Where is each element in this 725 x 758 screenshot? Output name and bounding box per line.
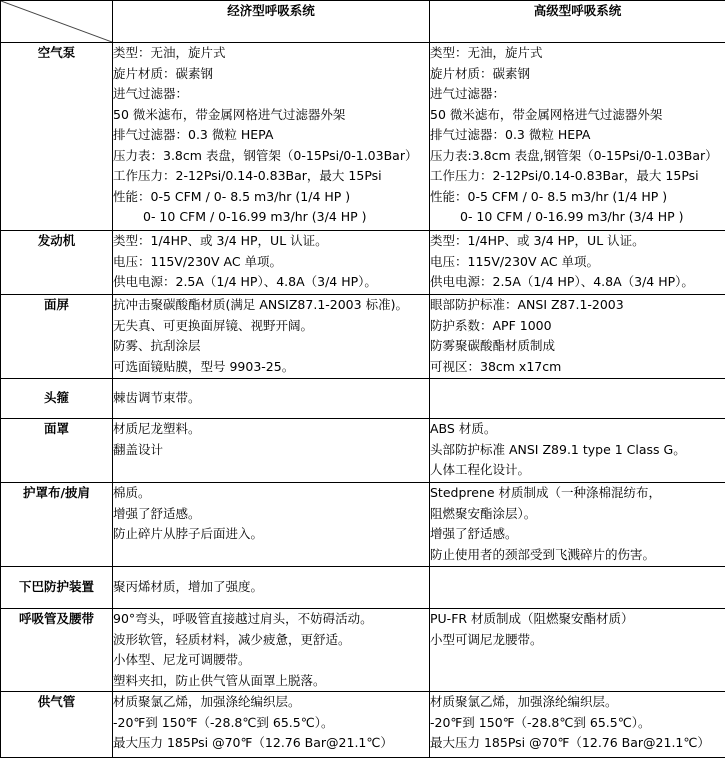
cell-line: 50 微米滤布，带金属网格进气过滤器外架 bbox=[113, 105, 429, 126]
column-header-economy: 经济型呼吸系统 bbox=[113, 1, 430, 43]
table-row bbox=[1, 609, 725, 692]
column-header-advanced: 高级型呼吸系统 bbox=[430, 1, 725, 43]
cell-economy bbox=[113, 567, 430, 609]
cell-line: 小型可调尼龙腰带。 bbox=[430, 630, 725, 651]
cell-line: Stedprene 材质制成（一种涤棉混纺布， bbox=[430, 483, 725, 504]
cell-line: 性能：0-5 CFM / 0- 8.5 m3/hr (1/4 HP ) bbox=[430, 187, 725, 208]
cell-line: 塑料夹扣，防止供气管从面罩上脱落。 bbox=[113, 671, 429, 692]
cell-line: 类型：1/4HP、或 3/4 HP，UL 认证。 bbox=[113, 231, 429, 252]
cell-line: 增强了舒适感。 bbox=[430, 524, 725, 545]
cell-line: 翻盖设计 bbox=[113, 440, 429, 461]
cell-line: 增强了舒适感。 bbox=[113, 504, 429, 525]
cell-advanced bbox=[430, 692, 725, 758]
cell-line: 类型：无油，旋片式 bbox=[113, 43, 429, 64]
cell-line: 电压：115V/230V AC 单项。 bbox=[430, 252, 725, 273]
cell-economy bbox=[113, 43, 430, 231]
row-label: 头箍 bbox=[1, 379, 113, 419]
table-row bbox=[1, 567, 725, 609]
cell-line: 电压：115V/230V AC 单项。 bbox=[113, 252, 429, 273]
cell-line: 阻燃聚安酯涂层）。 bbox=[430, 504, 725, 525]
table-row bbox=[1, 379, 725, 419]
cell-advanced bbox=[430, 231, 725, 295]
cell-line: PU-FR 材质制成（阻燃聚安酯材质） bbox=[430, 609, 725, 630]
cell-line: 防雾、抗刮涂层 bbox=[113, 336, 429, 357]
cell-line: 压力表：3.8cm 表盘，钢管架（0-15Psi/0-1.03Bar） bbox=[113, 146, 429, 167]
table-row bbox=[1, 483, 725, 567]
table-row bbox=[1, 419, 725, 483]
diagonal-line-icon bbox=[1, 1, 112, 42]
cell-line: 排气过滤器：0.3 微粒 HEPA bbox=[430, 125, 725, 146]
row-label: 空气泵 bbox=[1, 43, 113, 231]
cell-advanced bbox=[430, 609, 725, 692]
cell-line: 无失真、可更换面屏镜、视野开阔。 bbox=[113, 316, 429, 337]
cell-line: 最大压力 185Psi @70℉（12.76 Bar@21.1℃） bbox=[430, 733, 725, 754]
cell-line: 类型：1/4HP、或 3/4 HP，UL 认证。 bbox=[430, 231, 725, 252]
row-label: 呼吸管及腰带 bbox=[1, 609, 113, 692]
table-row bbox=[1, 231, 725, 295]
cell-line: -20℉到 150℉（-28.8℃到 65.5℃）。 bbox=[113, 713, 429, 734]
cell-line: 棉质。 bbox=[113, 483, 429, 504]
cell-line: 防止碎片从脖子后面进入。 bbox=[113, 524, 429, 545]
cell-line: 防雾聚碳酸酯材质制成 bbox=[430, 336, 725, 357]
cell-economy bbox=[113, 295, 430, 379]
cell-economy bbox=[113, 419, 430, 483]
cell-line: 0- 10 CFM / 0-16.99 m3/hr (3/4 HP ) bbox=[430, 207, 725, 228]
cell-line: 防护系数：APF 1000 bbox=[430, 316, 725, 337]
cell-line: 聚丙烯材质，增加了强度。 bbox=[113, 577, 429, 598]
cell-line: 波形软管，轻质材料，减少疲惫，更舒适。 bbox=[113, 630, 429, 651]
table-row bbox=[1, 43, 725, 231]
cell-line: 最大压力 185Psi @70℉（12.76 Bar@21.1℃） bbox=[113, 733, 429, 754]
cell-line: 旋片材质：碳素钢 bbox=[430, 64, 725, 85]
cell-advanced bbox=[430, 43, 725, 231]
cell-line: 可选面镜贴膜，型号 9903-25。 bbox=[113, 357, 429, 378]
row-label: 下巴防护装置 bbox=[1, 567, 113, 609]
cell-economy bbox=[113, 231, 430, 295]
table-row bbox=[1, 295, 725, 379]
cell-line: 90°弯头，呼吸管直接越过肩头，不妨碍活动。 bbox=[113, 609, 429, 630]
cell-line: 材质尼龙塑料。 bbox=[113, 419, 429, 440]
cell-line: 抗冲击聚碳酸酯材质(满足 ANSIZ87.1-2003 标准)。 bbox=[113, 295, 429, 316]
cell-line: 供电电源：2.5A（1/4 HP）、4.8A（3/4 HP）。 bbox=[430, 272, 725, 293]
cell-line: 人体工程化设计。 bbox=[430, 460, 725, 481]
row-label: 面屏 bbox=[1, 295, 113, 379]
cell-economy bbox=[113, 692, 430, 758]
cell-advanced bbox=[430, 567, 725, 609]
cell-advanced bbox=[430, 379, 725, 419]
cell-line: 可视区：38cm x17cm bbox=[430, 357, 725, 378]
cell-line: 棘齿调节束带。 bbox=[113, 388, 429, 409]
cell-economy bbox=[113, 379, 430, 419]
row-label: 供气管 bbox=[1, 692, 113, 758]
cell-line: 压力表:3.8cm 表盘,钢管架（0-15Psi/0-1.03Bar） bbox=[430, 146, 725, 167]
cell-economy bbox=[113, 483, 430, 567]
cell-line: 工作压力：2-12Psi/0.14-0.83Bar，最大 15Psi bbox=[430, 166, 725, 187]
cell-advanced bbox=[430, 419, 725, 483]
cell-line: 50 微米滤布，带金属网格进气过滤器外架 bbox=[430, 105, 725, 126]
cell-line: 0- 10 CFM / 0-16.99 m3/hr (3/4 HP ) bbox=[113, 207, 429, 228]
cell-line: 供电电源：2.5A（1/4 HP）、4.8A（3/4 HP）。 bbox=[113, 272, 429, 293]
cell-advanced bbox=[430, 295, 725, 379]
row-label: 发动机 bbox=[1, 231, 113, 295]
cell-line: 头部防护标准 ANSI Z89.1 type 1 Class G。 bbox=[430, 440, 725, 461]
cell-line: 类型：无油，旋片式 bbox=[430, 43, 725, 64]
cell-line: 性能：0-5 CFM / 0- 8.5 m3/hr (1/4 HP ) bbox=[113, 187, 429, 208]
cell-line: 防止使用者的颈部受到飞溅碎片的伤害。 bbox=[430, 545, 725, 566]
row-label: 护罩布/披肩 bbox=[1, 483, 113, 567]
cell-line: ABS 材质。 bbox=[430, 419, 725, 440]
table-row bbox=[1, 692, 725, 758]
cell-economy bbox=[113, 609, 430, 692]
diagonal-corner-cell bbox=[1, 1, 113, 43]
cell-line: 眼部防护标准：ANSI Z87.1-2003 bbox=[430, 295, 725, 316]
cell-advanced bbox=[430, 483, 725, 567]
cell-line: 小体型、尼龙可调腰带。 bbox=[113, 650, 429, 671]
cell-line: 进气过滤器： bbox=[430, 84, 725, 105]
cell-line: -20℉到 150℉（-28.8℃到 65.5℃）。 bbox=[430, 713, 725, 734]
row-label: 面罩 bbox=[1, 419, 113, 483]
cell-line: 材质聚氯乙烯，加强涤纶编织层。 bbox=[113, 692, 429, 713]
cell-line: 材质聚氯乙烯，加强涤纶编织层。 bbox=[430, 692, 725, 713]
cell-line: 进气过滤器： bbox=[113, 84, 429, 105]
cell-line: 工作压力：2-12Psi/0.14-0.83Bar，最大 15Psi bbox=[113, 166, 429, 187]
header-row bbox=[1, 1, 725, 43]
cell-line: 排气过滤器：0.3 微粒 HEPA bbox=[113, 125, 429, 146]
cell-line: 旋片材质：碳素钢 bbox=[113, 64, 429, 85]
